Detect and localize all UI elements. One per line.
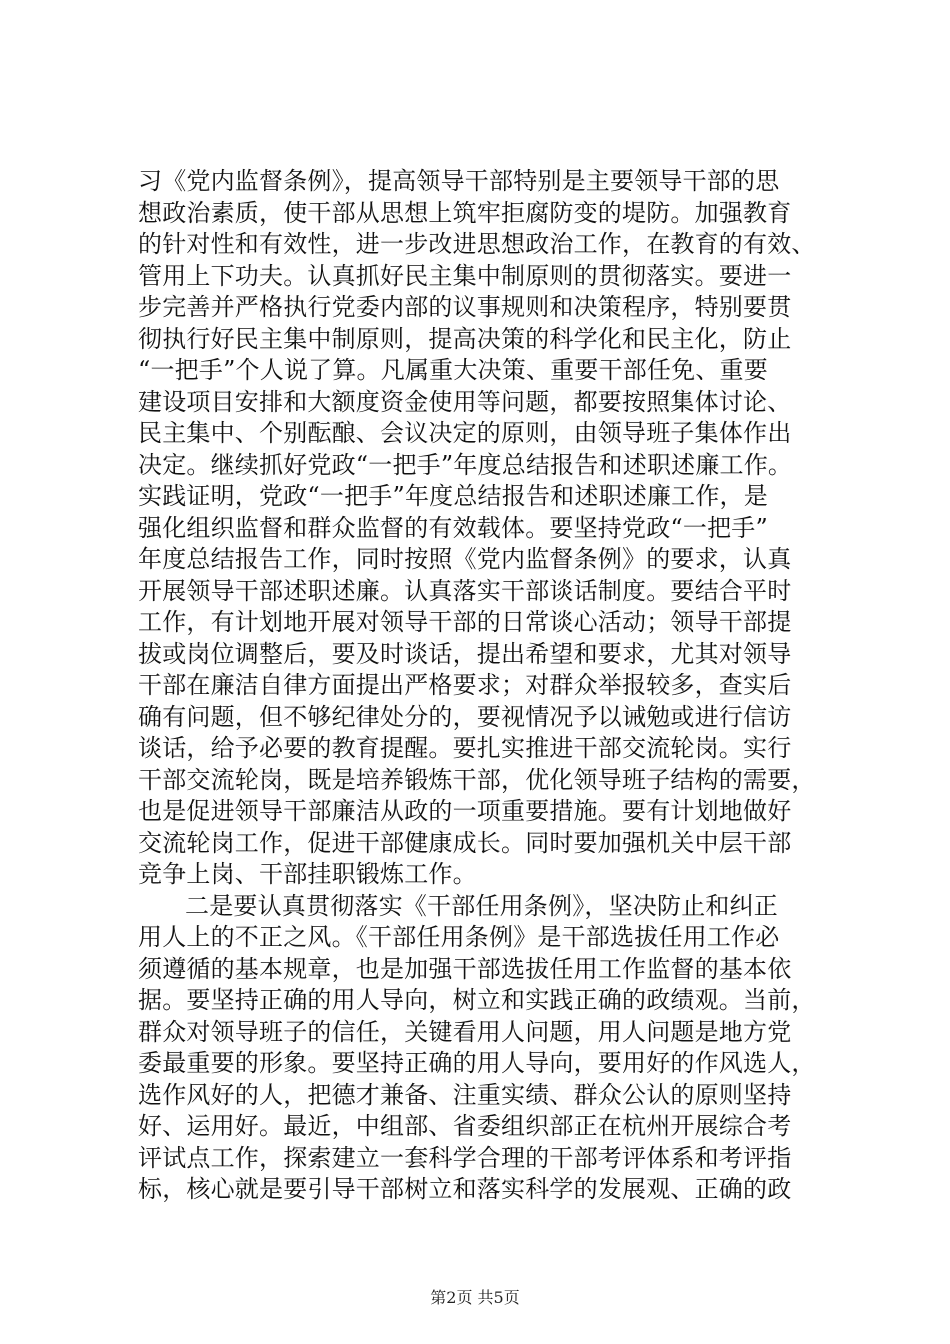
text-line: 也是促进领导干部廉洁从政的一项重要措施。要有计划地做好 — [138, 797, 792, 825]
text-line: 彻执行好民主集中制原则，提高决策的科学化和民主化，防止 — [138, 324, 792, 353]
text-line: 竞争上岗、干部挂职锻炼工作。 — [138, 860, 477, 888]
text-line: 民主集中、个别酝酿、会议决定的原则，由领导班子集体作出 — [138, 419, 792, 447]
text-line: 工作，有计划地开展对领导干部的日常谈心活动；领导干部提 — [138, 608, 792, 636]
text-line: 步完善并严格执行党委内部的议事规则和决策程序，特别要贯 — [138, 293, 792, 321]
text-line: “一把手”个人说了算。凡属重大决策、重要干部任免、重要 — [138, 356, 768, 384]
text-line: 管用上下功夫。认真抓好民主集中制原则的贯彻落实。要进一 — [138, 261, 792, 290]
text-line: 想政治素质，使干部从思想上筑牢拒腐防变的堤防。加强教育 — [138, 198, 792, 227]
text-line: 开展领导干部述职述廉。认真落实干部谈话制度。要结合平时 — [138, 576, 792, 605]
text-line: 实践证明，党政“一把手”年度总结报告和述职述廉工作，是 — [138, 482, 768, 510]
text-line: 谈话，给予必要的教育提醒。要扎实推进干部交流轮岗。实行 — [138, 734, 792, 762]
text-line: 评试点工作，探索建立一套科学合理的干部考评体系和考评指 — [138, 1143, 792, 1172]
text-line: 选作风好的人，把德才兼备、注重实绩、群众公认的原则坚持 — [138, 1080, 792, 1109]
text-line: 干部在廉洁自律方面提出严格要求；对群众举报较多，查实后 — [138, 671, 792, 699]
text-line: 年度总结报告工作，同时按照《党内监督条例》的要求，认真 — [138, 545, 792, 573]
text-line: 群众对领导班子的信任，关键看用人问题，用人问题是地方党 — [138, 1017, 792, 1046]
page-number-footer: 第2页 共5页 — [430, 1288, 520, 1307]
text-line: 建设项目安排和大额度资金使用等问题，都要按照集体讨论、 — [138, 387, 792, 416]
text-line: 决定。继续抓好党政“一把手”年度总结报告和述职述廉工作。 — [138, 450, 793, 479]
text-line: 习《党内监督条例》，提高领导干部特别是主要领导干部的思 — [138, 167, 780, 195]
text-line: 好、运用好。最近，中组部、省委组织部正在杭州开展综合考 — [138, 1112, 792, 1140]
text-line: 的针对性和有效性，进一步改进思想政治工作，在教育的有效、 — [138, 230, 816, 258]
text-line: 确有问题，但不够纪律处分的，要视情况予以诫勉或进行信访 — [138, 702, 792, 731]
text-line: 须遵循的基本规章，也是加强干部选拔任用工作监督的基本依 — [138, 954, 792, 983]
paragraph-start-line: 二是要认真贯彻落实《干部任用条例》，坚决防止和纠正 — [185, 891, 778, 920]
body-text — [138, 166, 818, 1206]
text-line: 拔或岗位调整后，要及时谈话，提出希望和要求，尤其对领导 — [138, 639, 792, 668]
text-line: 据。要坚持正确的用人导向，树立和实践正确的政绩观。当前， — [138, 986, 816, 1014]
text-line: 用人上的不正之风。《干部任用条例》是干部选拔任用工作必 — [138, 923, 780, 951]
text-line: 强化组织监督和群众监督的有效载体。要坚持党政“一把手” — [138, 513, 768, 542]
text-line: 交流轮岗工作，促进干部健康成长。同时要加强机关中层干部 — [138, 828, 792, 857]
text-line: 干部交流轮岗，既是培养锻炼干部，优化领导班子结构的需要， — [138, 765, 816, 794]
text-line: 标，核心就是要引导干部树立和落实科学的发展观、正确的政 — [138, 1175, 792, 1203]
text-line: 委最重要的形象。要坚持正确的用人导向，要用好的作风选人， — [138, 1049, 816, 1077]
